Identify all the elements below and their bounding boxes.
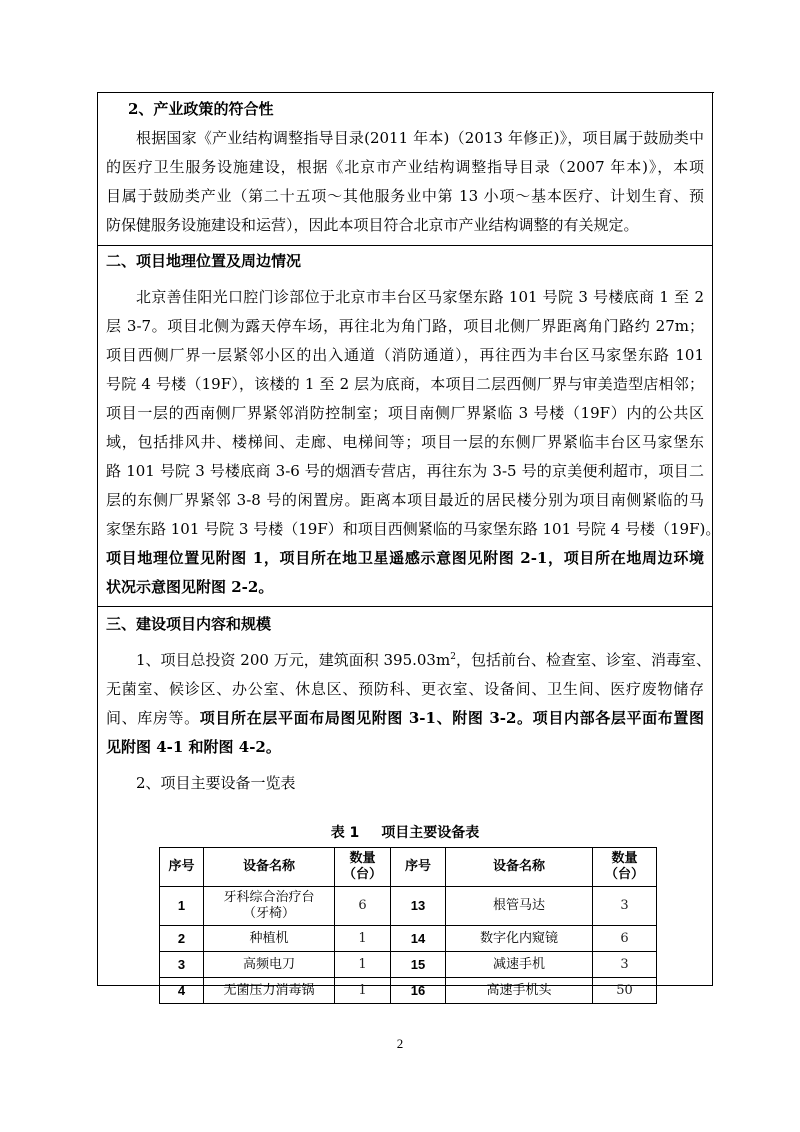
paragraph-line: 的医疗卫生服务设施建设，根据《北京市产业结构调整指导目录（2007 年本)》，本项 xyxy=(106,158,704,176)
cell-no: 3 xyxy=(160,952,204,978)
appendix-reference-line: 状况示意图见附图 2-2。 xyxy=(106,578,274,596)
appendix-reference-inline: 项目所在层平面布局图见附图 3-1、附图 3-2。项目内部各层平面布置图 xyxy=(199,709,704,727)
paragraph-line: 目属于鼓励类产业（第二十五项～其他服务业中第 13 小项～基本医疗、计划生育、预 xyxy=(106,187,704,205)
paragraph-line: 层 3-7。项目北侧为露天停车场，再往北为角门路，项目北侧厂界距离角门路约 27m； xyxy=(106,317,704,335)
cell-qty: 1 xyxy=(335,952,391,978)
cell-qty: 1 xyxy=(335,926,391,952)
paragraph-line: 域，包括排风井、楼梯间、走廊、电梯间等；项目一层的东侧厂界紧临丰台区马家堡东 xyxy=(106,433,704,451)
table-row xyxy=(160,952,657,978)
cell-no: 14 xyxy=(391,926,446,952)
cell-name: 高频电刀 xyxy=(204,952,335,978)
header-qty: 数量 （台） xyxy=(593,848,657,887)
paragraph-line: 项目西侧厂界一层紧邻小区的出入通道（消防通道），再往西为丰台区马家堡东路 101 xyxy=(106,346,704,364)
paragraph-line: 无菌室、候诊区、办公室、休息区、预防科、更衣室、设备间、卫生间、医疗废物储存 xyxy=(106,680,704,698)
section-divider xyxy=(98,245,712,246)
cell-name: 种植机 xyxy=(204,926,335,952)
paragraph-line: 间、库房等。项目所在层平面布局图见附图 3-1、附图 3-2。项目内部各层平面布置图 xyxy=(106,709,704,727)
cell-no: 16 xyxy=(391,978,446,1004)
cell-no: 1 xyxy=(160,887,204,926)
paragraph-line: 防保健服务设施建设和运营），因此本项目符合北京市产业结构调整的有关规定。 xyxy=(106,216,639,234)
header-name: 设备名称 xyxy=(446,848,593,887)
cell-name: 数字化内窥镜 xyxy=(446,926,593,952)
appendix-reference-line: 项目地理位置见附图 1，项目所在地卫星遥感示意图见附图 2-1，项目所在地周边环境 xyxy=(106,549,704,567)
header-no: 序号 xyxy=(391,848,446,887)
paragraph-line: 层的东侧厂界紧邻 3-8 号的闲置房。距离本项目最近的居民楼分别为项目南侧紧临的马 xyxy=(106,491,704,509)
table-row xyxy=(160,926,657,952)
cell-name: 高速手机头 xyxy=(446,978,593,1004)
header-qty: 数量 （台） xyxy=(335,848,391,887)
section-divider xyxy=(98,606,712,607)
cell-name: 减速手机 xyxy=(446,952,593,978)
paragraph-line: 北京善佳阳光口腔门诊部位于北京市丰台区马家堡东路 101 号院 3 号楼底商 1 至 2 xyxy=(136,288,704,306)
paragraph-line: 路 101 号院 3 号楼底商 3-6 号的烟酒专营店，再往东为 3-5 号的京美便利超市，项目二 xyxy=(106,462,704,480)
cell-qty: 50 xyxy=(593,978,657,1004)
cell-qty: 6 xyxy=(335,887,391,926)
cell-qty: 6 xyxy=(593,926,657,952)
cell-no: 2 xyxy=(160,926,204,952)
paragraph-line: 号院 4 号楼（19F），该楼的 1 至 2 层为底商，本项目二层西侧厂界与审美造型店相邻； xyxy=(106,375,704,393)
header-no: 序号 xyxy=(160,848,204,887)
page-number: 2 xyxy=(396,1036,404,1051)
cell-name: 牙科综合治疗台 （牙椅） xyxy=(204,887,335,926)
cell-qty: 3 xyxy=(593,952,657,978)
cell-no: 13 xyxy=(391,887,446,926)
equipment-table xyxy=(159,847,657,1004)
table-row xyxy=(160,887,657,926)
document-frame xyxy=(97,92,721,998)
cell-no: 4 xyxy=(160,978,204,1004)
cell-name: 根管马达 xyxy=(446,887,593,926)
cell-qty: 3 xyxy=(593,887,657,926)
cell-qty: 1 xyxy=(335,978,391,1004)
section-heading-location: 二、项目地理位置及周边情况 xyxy=(106,252,302,270)
section-heading-content-scale: 三、建设项目内容和规模 xyxy=(106,615,272,633)
table-row xyxy=(160,978,657,1004)
appendix-reference-line: 见附图 4-1 和附图 4-2。 xyxy=(106,738,281,756)
paragraph-line: 根据国家《产业结构调整指导目录(2011 年本)（2013 年修正)》，项目属于鼓励类中 xyxy=(136,129,704,147)
table-caption: 表 1 项目主要设备表 xyxy=(330,825,480,841)
paragraph-line: 项目一层的西南侧厂界紧邻消防控制室；项目南侧厂界紧临 3 号楼（19F）内的公共区 xyxy=(106,404,704,422)
section-heading-industrial-policy: 2、产业政策的符合性 xyxy=(128,100,274,118)
cell-no: 15 xyxy=(391,952,446,978)
paragraph-line: 家堡东路 101 号院 3 号楼（19F）和项目西侧紧临的马家堡东路 101 号院 4 号楼（19F)。 xyxy=(106,520,721,538)
header-name: 设备名称 xyxy=(204,848,335,887)
table-header-row xyxy=(160,848,657,887)
paragraph-line: 1、项目总投资 200 万元，建筑面积 $395.03m^2$，包括前台、检查室、诊室、消毒室、 xyxy=(136,651,711,669)
cell-name: 无菌压力消毒锅 xyxy=(204,978,335,1004)
sub-heading-equipment: 2、项目主要设备一览表 xyxy=(136,774,296,792)
